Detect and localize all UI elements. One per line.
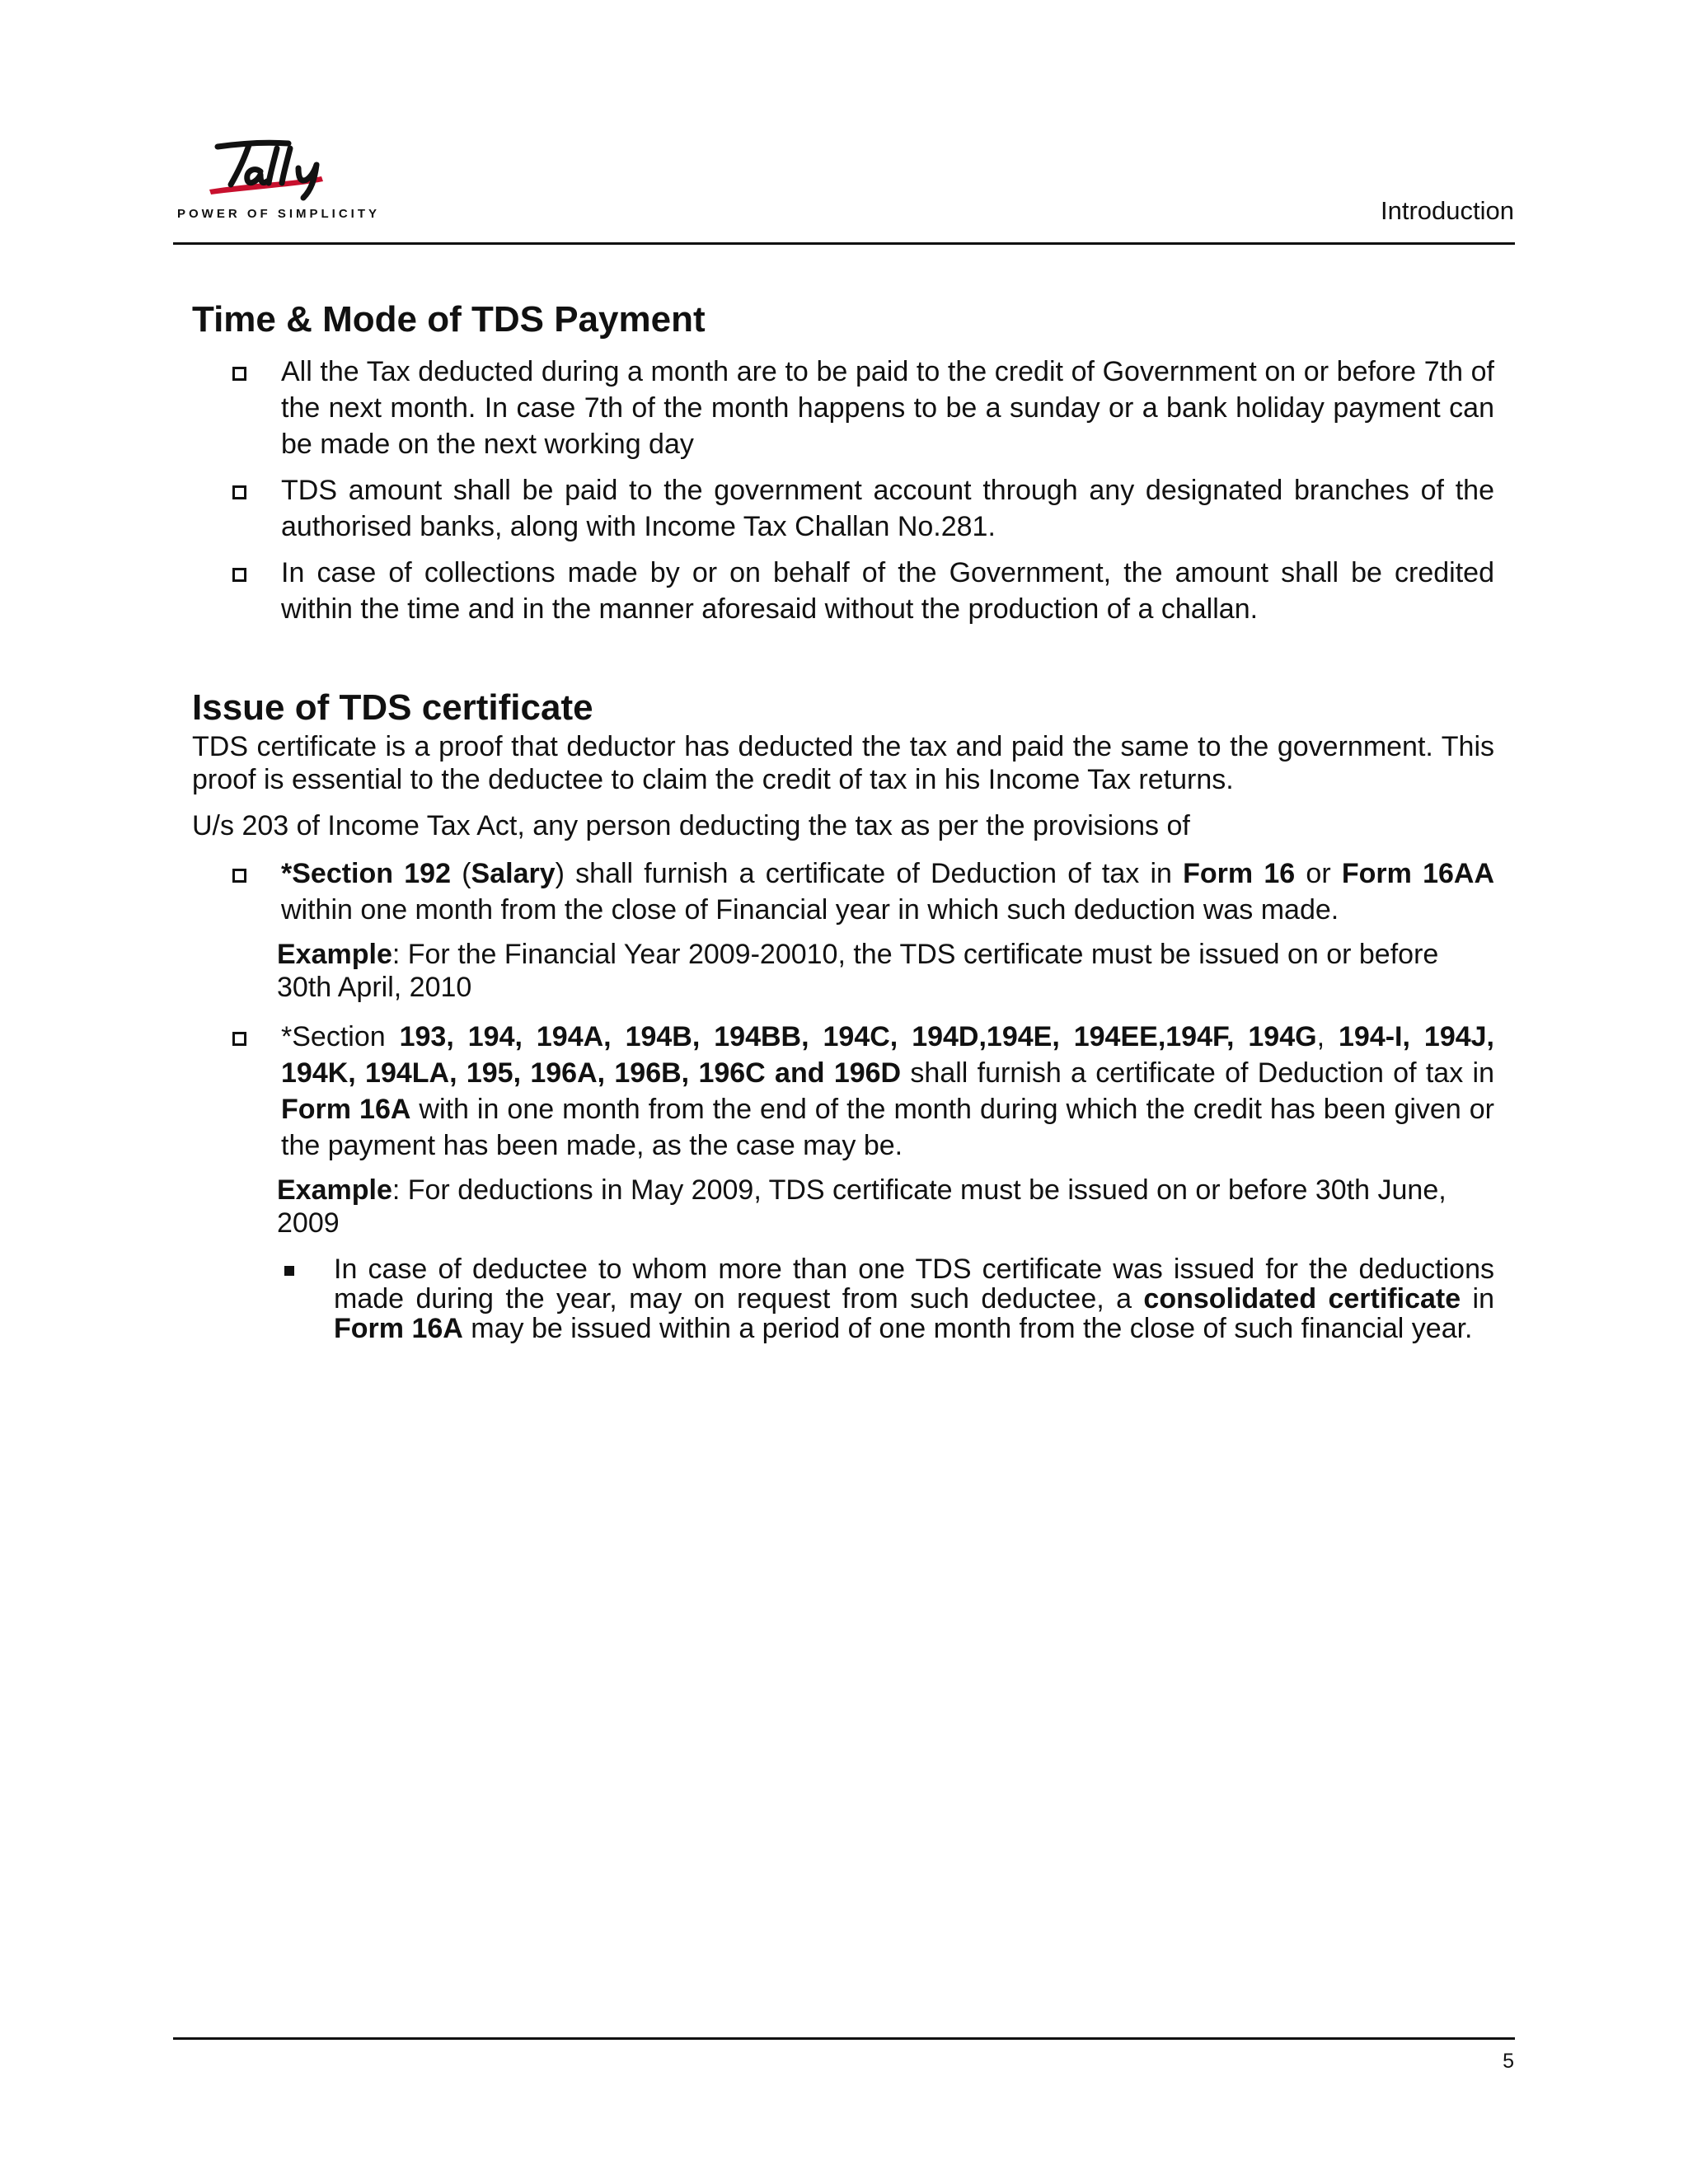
text-run: or bbox=[1295, 858, 1342, 889]
hollow-square-bullet-icon bbox=[232, 1032, 246, 1046]
example-note bbox=[277, 1174, 1494, 1240]
bullet-list bbox=[192, 354, 1494, 627]
bold-text: Salary bbox=[471, 858, 556, 889]
tally-logo-icon bbox=[175, 138, 373, 204]
bold-text: Form 16AA bbox=[1341, 858, 1495, 889]
page-content bbox=[192, 297, 1494, 1343]
bold-text: 194-I, 194J, 194K, 194LA, 195, 196A, 196B, 196C and 196D bbox=[281, 1021, 1494, 1089]
sub-list-item bbox=[334, 1254, 1494, 1343]
text-run: *Section bbox=[281, 1021, 400, 1052]
header-divider bbox=[173, 242, 1515, 245]
text-run: ) shall furnish a certificate of Deduction of tax in bbox=[555, 858, 1184, 889]
text-run: , bbox=[1316, 1021, 1339, 1052]
list-item bbox=[192, 354, 1494, 462]
bullet-text: In case of collections made by or on behalf of the Government, the amount shall be credited within the time and in the manner aforesaid without the production of a challan. bbox=[281, 557, 1494, 625]
example-text: : For deductions in May 2009, TDS certificate must be issued on or before 30th June, 2009 bbox=[277, 1174, 1447, 1239]
section-heading: Issue of TDS certificate bbox=[192, 687, 593, 728]
example-label: Example bbox=[277, 1174, 392, 1206]
bullet-text: TDS amount shall be paid to the government account through any designated branches of the authorised banks, along with Income Tax Challan No.281. bbox=[281, 475, 1494, 542]
section-tds-certificate bbox=[192, 685, 1494, 1343]
bullet-text: All the Tax deducted during a month are to be paid to the credit of Government on or before 7th of the next month. In case 7th of the month happens to be a sunday or a bank holiday payment can be made on the next working day bbox=[281, 356, 1494, 460]
footer-divider bbox=[173, 2037, 1515, 2040]
text-run: may be issued within a period of one month from the close of such financial year. bbox=[462, 1313, 1473, 1344]
paragraph: U/s 203 of Income Tax Act, any person deducting the tax as per the provisions of bbox=[192, 810, 1190, 841]
list-item bbox=[192, 555, 1494, 627]
logo-tagline: POWER OF SIMPLICITY bbox=[177, 207, 381, 221]
bold-text: *Section 192 bbox=[281, 858, 451, 889]
text-run: In case of deductee to whom more than one TDS certificate was issued for the deductions made during the year, may on request from such deductee, a bbox=[334, 1254, 1494, 1315]
bullet-list bbox=[192, 855, 1494, 928]
text-run: with in one month from the end of the month during which the credit has been given or the payment has been made, as the case may be. bbox=[281, 1094, 1494, 1161]
filled-square-bullet-icon bbox=[284, 1266, 294, 1276]
chapter-title: Introduction bbox=[1381, 196, 1514, 225]
text-run: in bbox=[1461, 1283, 1494, 1315]
bold-text: 193, 194, 194A, 194B, 194BB, 194C, 194D,194E, 194EE,194F, 194G bbox=[399, 1021, 1317, 1052]
paragraph: TDS certificate is a proof that deductor has deducted the tax and paid the same to the government. This proof is essential to the deductee to claim the credit of tax in his Income Tax returns. bbox=[192, 731, 1494, 795]
section-heading: Time & Mode of TDS Payment bbox=[192, 299, 706, 340]
bold-text: consolidated certificate bbox=[1143, 1283, 1461, 1315]
section-tds-payment bbox=[192, 297, 1494, 627]
bold-text: Form 16A bbox=[334, 1313, 463, 1344]
list-item bbox=[192, 472, 1494, 545]
hollow-square-bullet-icon bbox=[232, 568, 246, 582]
hollow-square-bullet-icon bbox=[232, 869, 246, 883]
hollow-square-bullet-icon bbox=[232, 367, 246, 381]
example-text: : For the Financial Year 2009-20010, the TDS certificate must be issued on or before 30th April, 2010 bbox=[277, 939, 1439, 1003]
bullet-list bbox=[192, 1019, 1494, 1164]
bold-text: Form 16 bbox=[1183, 858, 1296, 889]
list-item bbox=[192, 1019, 1494, 1164]
list-item bbox=[192, 855, 1494, 928]
page-number: 5 bbox=[1503, 2050, 1514, 2073]
example-note bbox=[277, 938, 1494, 1004]
bold-text: Form 16A bbox=[281, 1094, 411, 1125]
text-run: ( bbox=[450, 858, 471, 889]
example-label: Example bbox=[277, 939, 392, 970]
text-run: shall furnish a certificate of Deduction of tax in bbox=[901, 1057, 1494, 1089]
hollow-square-bullet-icon bbox=[232, 485, 246, 499]
text-run: within one month from the close of Financial year in which such deduction was made. bbox=[281, 894, 1339, 926]
